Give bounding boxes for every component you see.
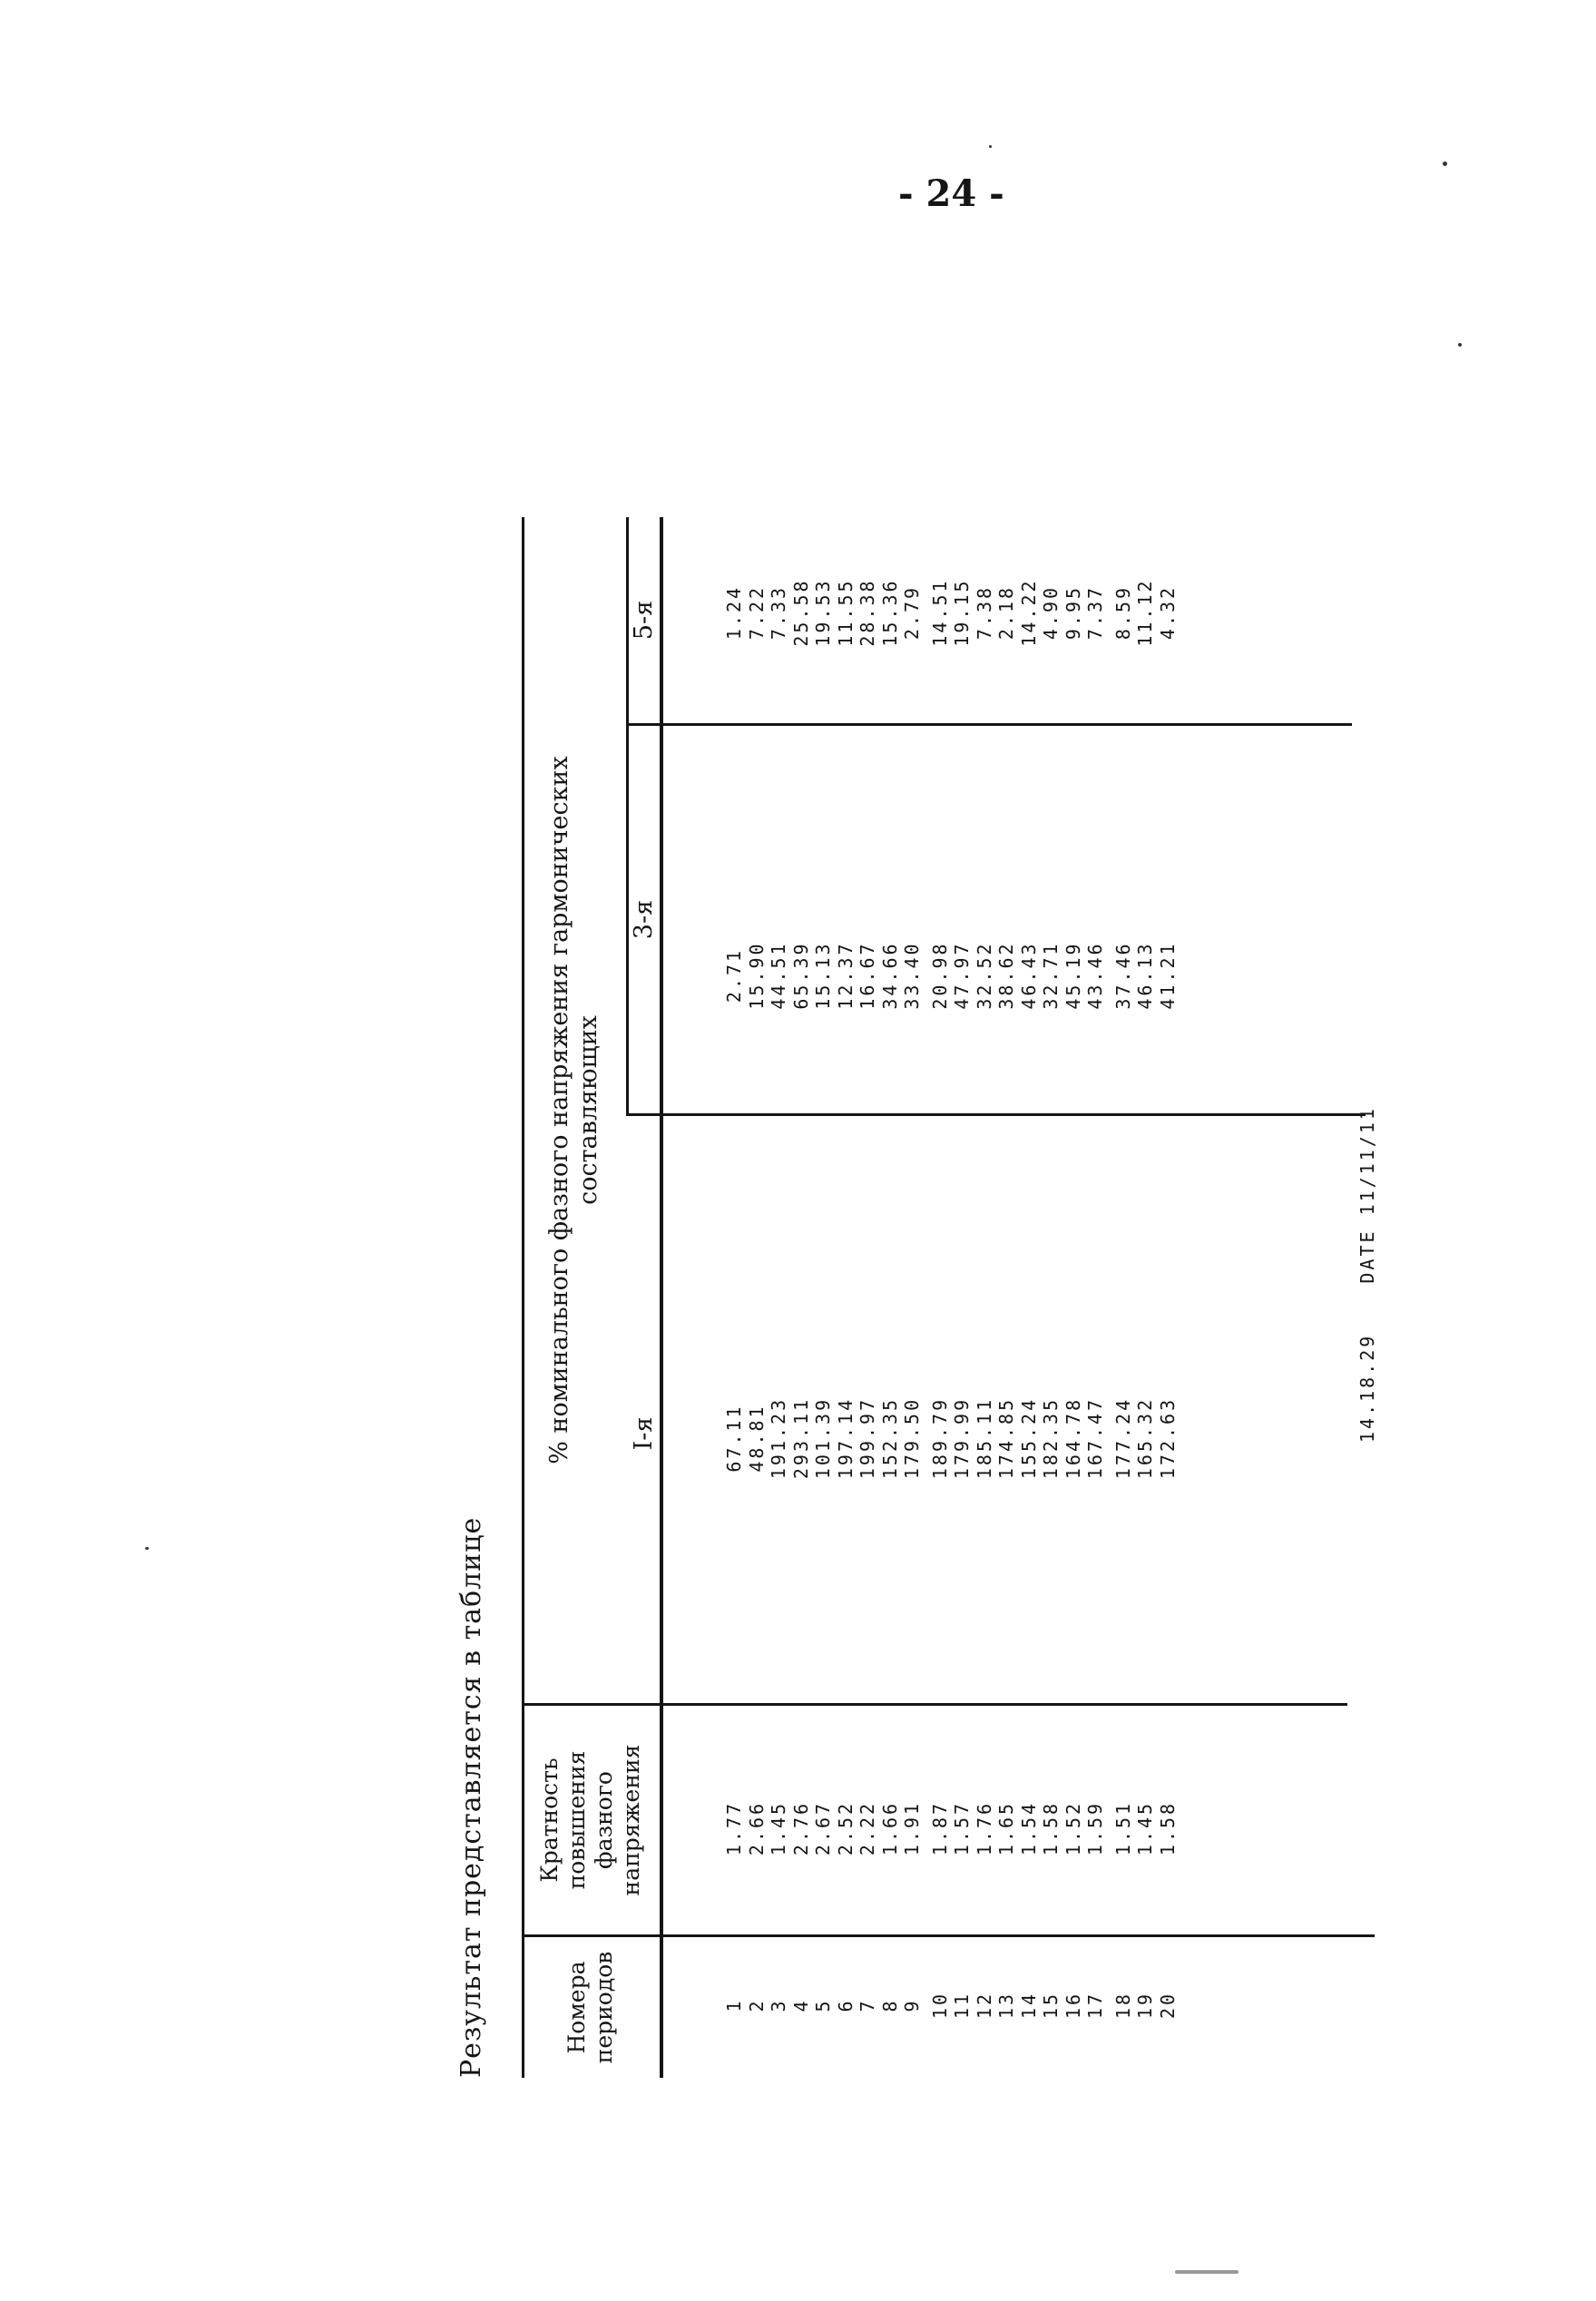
ratio-cell: 1.57 — [951, 1800, 973, 1856]
harmonic-5-cell: 7.38 — [973, 584, 995, 641]
harmonic-3-cell: 32.52 — [973, 941, 995, 1010]
harmonic-1-cell: 67.11 — [723, 1404, 745, 1473]
harmonic-5-cell: 7.37 — [1084, 584, 1106, 641]
harmonic-1-cell: 165.32 — [1134, 1396, 1156, 1480]
ratio-cell: 2.67 — [812, 1800, 834, 1856]
harmonic-3-cell: 15.13 — [812, 941, 834, 1010]
header-period: Номера периодов — [563, 1951, 617, 2064]
harmonic-3-cell: 65.39 — [789, 941, 812, 1010]
header-rule — [660, 517, 663, 2078]
period-cell: 19 — [1134, 1991, 1156, 2020]
harmonic-1-cell: 155.24 — [1017, 1396, 1040, 1480]
period-cell: 18 — [1111, 1991, 1134, 2020]
harmonic-1-cell: 199.97 — [857, 1396, 878, 1480]
header-harmonic-3: 3-я — [630, 899, 658, 940]
harmonic-5-cell: 11.55 — [834, 578, 857, 647]
column-harmonic-3 — [723, 898, 1179, 1053]
scan-speck — [1458, 343, 1462, 347]
ratio-cell: 2.52 — [834, 1800, 857, 1856]
harmonic-1-cell: 164.78 — [1062, 1396, 1084, 1480]
harmonic-3-cell: 12.37 — [834, 941, 857, 1010]
period-cell: 14 — [1017, 1991, 1040, 2020]
ratio-cell: 1.76 — [973, 1800, 995, 1856]
period-cell: 12 — [973, 1991, 995, 2020]
harmonic-3-cell: 46.43 — [1017, 941, 1040, 1010]
harmonic-5-cell: 1.24 — [723, 584, 745, 641]
results-table — [522, 517, 1375, 2078]
harmonic-5-cell: 14.51 — [928, 578, 951, 647]
harmonic-5-cell: 4.90 — [1040, 584, 1062, 641]
period-cell: 3 — [768, 1998, 789, 2012]
harmonic-3-cell: 15.90 — [745, 941, 768, 1010]
harmonic-5-cell: 2.79 — [901, 584, 923, 641]
harmonic-1-cell: 293.11 — [789, 1396, 812, 1480]
page-number: - 24 - — [898, 172, 1004, 215]
print-time: 14.18.29 — [1356, 1333, 1378, 1443]
period-cell: 5 — [812, 1998, 834, 2012]
harmonic-3-cell: 43.46 — [1084, 941, 1106, 1010]
header-harmonics-group: % номинального фазного напряжения гармонических составляющих — [544, 756, 602, 1464]
col-divider-3 — [626, 1113, 1366, 1116]
harmonic-5-cell: 19.53 — [812, 578, 834, 647]
harmonic-5-cell: 25.58 — [789, 578, 812, 647]
period-cell: 8 — [878, 1998, 901, 2012]
scan-speck — [1443, 162, 1447, 166]
harmonic-3-cell: 46.13 — [1134, 941, 1156, 1010]
harmonic-5-cell: 28.38 — [857, 578, 878, 647]
harmonic-1-cell: 172.63 — [1156, 1396, 1179, 1480]
column-period — [723, 1960, 1179, 2051]
period-cell: 2 — [745, 1998, 768, 2012]
ratio-cell: 1.51 — [1111, 1800, 1134, 1856]
harmonic-3-cell: 2.71 — [723, 947, 745, 1004]
ratio-cell: 1.66 — [878, 1800, 901, 1856]
harmonic-3-cell: 38.62 — [995, 941, 1017, 1010]
harmonic-3-cell: 33.40 — [901, 941, 923, 1010]
period-cell: 17 — [1084, 1991, 1106, 2020]
ratio-cell: 1.77 — [723, 1800, 745, 1856]
harmonic-3-cell: 34.66 — [878, 941, 901, 1010]
harmonic-3-cell: 44.51 — [768, 941, 789, 1010]
harmonic-1-cell: 189.79 — [928, 1396, 951, 1480]
scan-speck — [1175, 2270, 1239, 2274]
harmonic-1-cell: 177.24 — [1111, 1396, 1134, 1480]
period-cell: 11 — [951, 1991, 973, 2020]
column-harmonic-1 — [723, 1361, 1179, 1515]
results-section — [445, 263, 1378, 2078]
ratio-cell: 1.45 — [768, 1800, 789, 1856]
header-harmonic-1: I-я — [630, 1416, 658, 1451]
harmonic-5-cell: 4.32 — [1156, 584, 1179, 641]
harmonic-1-cell: 191.23 — [768, 1396, 789, 1480]
harmonic-1-cell: 179.50 — [901, 1396, 923, 1480]
harmonic-5-cell: 14.22 — [1017, 578, 1040, 647]
scan-speck — [989, 145, 992, 148]
table-caption: Результат представляется в таблице — [455, 1516, 487, 2078]
ratio-cell: 1.91 — [901, 1800, 923, 1856]
harmonic-1-cell: 167.47 — [1084, 1396, 1106, 1480]
ratio-cell: 1.58 — [1156, 1800, 1179, 1856]
harmonic-5-cell: 9.95 — [1062, 584, 1084, 641]
harmonic-5-cell: 2.18 — [995, 584, 1017, 641]
period-cell: 6 — [834, 1998, 857, 2012]
period-cell: 9 — [901, 1998, 923, 2012]
harmonic-5-cell: 8.59 — [1111, 584, 1134, 641]
column-harmonic-5 — [723, 544, 1179, 681]
harmonic-3-cell: 47.97 — [951, 941, 973, 1010]
harmonic-5-cell: 11.12 — [1134, 578, 1156, 647]
scan-speck — [145, 1547, 149, 1550]
harmonic-5-cell: 15.36 — [878, 578, 901, 647]
column-ratio — [723, 1760, 1179, 1896]
harmonic-3-cell: 20.98 — [928, 941, 951, 1010]
ratio-cell: 1.52 — [1062, 1800, 1084, 1856]
header-ratio: Кратность повышения фазного напряжения — [536, 1744, 644, 1896]
ratio-cell: 1.45 — [1134, 1800, 1156, 1856]
ratio-cell: 2.66 — [745, 1800, 768, 1856]
period-cell: 20 — [1156, 1991, 1179, 2020]
harmonic-3-cell: 16.67 — [857, 941, 878, 1010]
harmonic-3-cell: 45.19 — [1062, 941, 1084, 1010]
harmonic-1-cell: 48.81 — [745, 1404, 768, 1473]
ratio-cell: 1.87 — [928, 1800, 951, 1856]
harmonic-1-cell: 185.11 — [973, 1396, 995, 1480]
harmonic-1-cell: 179.99 — [951, 1396, 973, 1480]
printout-footer — [1356, 626, 1384, 1443]
period-cell: 13 — [995, 1991, 1017, 2020]
ratio-cell: 1.58 — [1040, 1800, 1062, 1856]
harmonic-5-cell: 19.15 — [951, 578, 973, 647]
harmonic-1-cell: 101.39 — [812, 1396, 834, 1480]
harmonic-5-cell: 7.22 — [745, 584, 768, 641]
harmonic-3-cell: 37.46 — [1111, 941, 1134, 1010]
period-cell: 1 — [723, 1998, 745, 2012]
period-cell: 15 — [1040, 1991, 1062, 2020]
harmonic-3-cell: 41.21 — [1156, 941, 1179, 1010]
period-cell: 7 — [857, 1998, 878, 2012]
ratio-cell: 2.22 — [857, 1800, 878, 1856]
harmonic-1-cell: 197.14 — [834, 1396, 857, 1480]
header-harmonic-5: 5-я — [630, 600, 658, 641]
harmonic-1-cell: 152.35 — [878, 1396, 901, 1480]
harmonic-3-cell: 32.71 — [1040, 941, 1062, 1010]
col-divider-4 — [626, 723, 1352, 726]
period-cell: 16 — [1062, 1991, 1084, 2020]
ratio-cell: 1.54 — [1017, 1800, 1040, 1856]
ratio-cell: 2.76 — [789, 1800, 812, 1856]
ratio-cell: 1.65 — [995, 1800, 1017, 1856]
period-cell: 4 — [789, 1998, 812, 2012]
harmonic-1-cell: 174.85 — [995, 1396, 1017, 1480]
ratio-cell: 1.59 — [1084, 1800, 1106, 1856]
print-date: DATE 11/11/11 — [1356, 1106, 1378, 1284]
period-cell: 10 — [928, 1991, 951, 2020]
harmonic-1-cell: 182.35 — [1040, 1396, 1062, 1480]
harmonic-5-cell: 7.33 — [768, 584, 789, 641]
